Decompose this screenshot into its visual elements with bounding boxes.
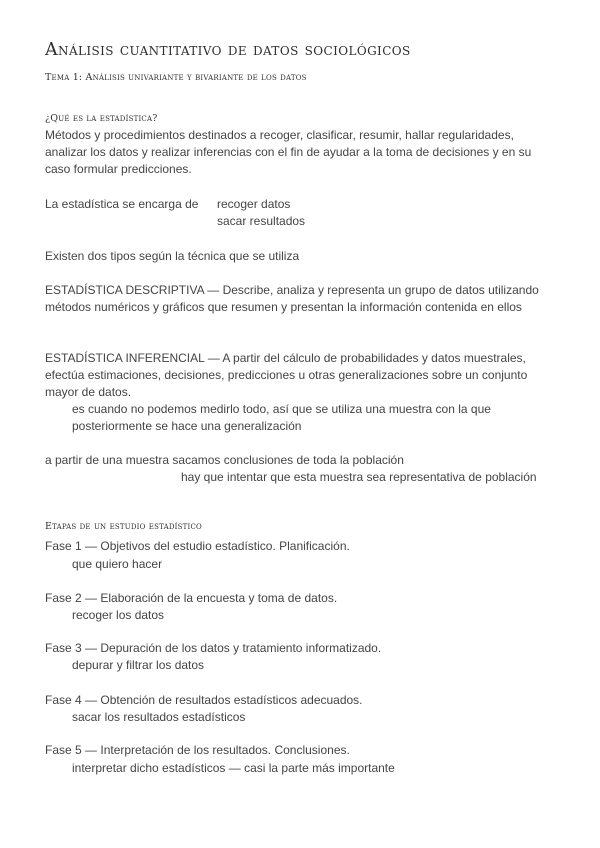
task-item: recoger datos: [217, 197, 291, 211]
sample-note: hay que intentar que esta muestra sea representativa de población: [181, 470, 537, 484]
phase-note: recoger los datos: [72, 608, 165, 622]
tasks-lead: La estadística se encarga de: [45, 197, 199, 211]
phase-note: interpretar dicho estadísticos — casi la parte más importante: [72, 761, 395, 775]
inferential-statistics: ESTADÍSTICA INFERENCIAL — A partir del cálculo de probabilidades y datos muestrales, efectúa estimaciones, decisiones, predicciones u otras generalizaciones sobre un conjunto mayor de datos.: [45, 351, 528, 399]
phase-title: Fase 1 — Objetivos del estudio estadístico. Planificación.: [45, 539, 350, 553]
sample-line: a partir de una muestra sacamos conclusiones de toda la población: [45, 453, 404, 467]
descriptive-statistics: ESTADÍSTICA DESCRIPTIVA — Describe, analiza y representa un grupo de datos utilizando métodos numéricos y gráficos que resumen y presentan la información contenida en ellos: [45, 283, 539, 314]
phase-note: sacar los resultados estadísticos: [72, 710, 246, 724]
phase-title: Fase 4 — Obtención de resultados estadísticos adecuados.: [45, 693, 363, 707]
inferential-note: es cuando no podemos medirlo todo, así que se utiliza una muestra con la que posteriormente se hace una generalización: [72, 402, 491, 433]
section-heading-study-stages: Etapas de un estudio estadístico: [45, 521, 202, 532]
task-item: sacar resultados: [217, 214, 306, 228]
types-intro: Existen dos tipos según la técnica que se utiliza: [45, 249, 300, 263]
section-heading-what-is-statistics: ¿Qué es la estadística?: [45, 113, 158, 124]
statistics-definition: Métodos y procedimientos destinados a recoger, clasificar, resumir, hallar regularidades, analizar los datos y realizar inferencias con el fin de ayudar a la toma de decisiones y en su caso formular predicciones.: [45, 128, 532, 176]
phase-note: que quiero hacer: [72, 557, 163, 571]
page-subtitle: Tema 1: Análisis univariante y bivariante de los datos: [45, 72, 307, 83]
phase-note: depurar y filtrar los datos: [72, 658, 205, 672]
phase-title: Fase 2 — Elaboración de la encuesta y toma de datos.: [45, 591, 338, 605]
phase-title: Fase 5 — Interpretación de los resultados. Conclusiones.: [45, 743, 350, 757]
phase-title: Fase 3 — Depuración de los datos y tratamiento informatizado.: [45, 641, 382, 655]
page-title: Análisis cuantitativo de datos sociológicos: [45, 40, 411, 60]
